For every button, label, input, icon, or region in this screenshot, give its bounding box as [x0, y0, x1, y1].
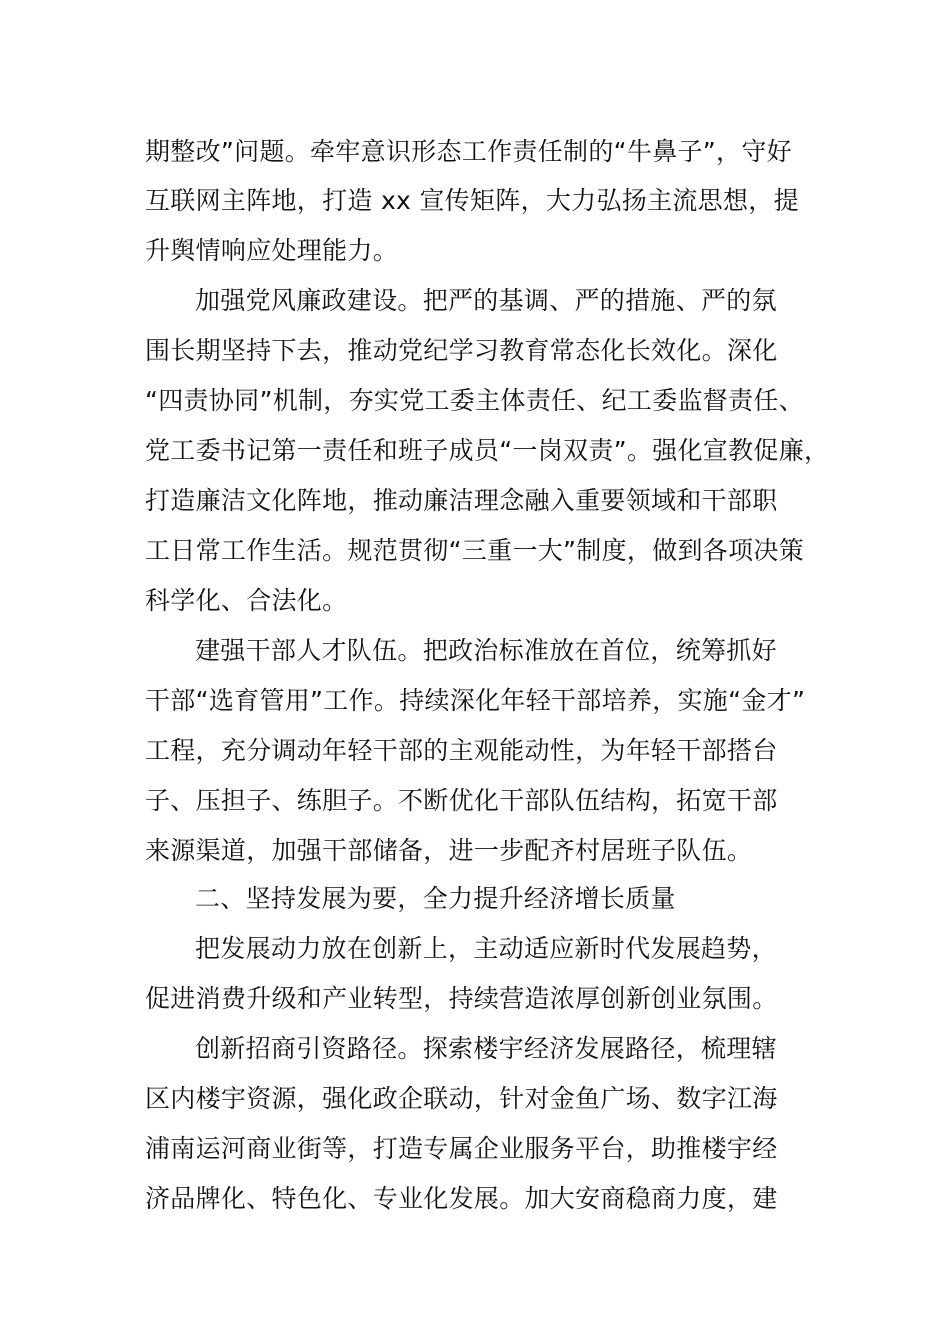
- text-line: 区内楼宇资源，强化政企联动，针对金鱼广场、数字江海: [145, 1084, 778, 1113]
- text-line: 干部“选育管用”工作。持续深化年轻干部培养，实施“金才”: [145, 686, 806, 715]
- text-line: 工日常工作生活。规范贯彻“三重一大”制度，做到各项决策: [145, 536, 805, 565]
- text-line: 党工委书记第一责任和班子成员“一岗双责”。强化宣教促廉，: [145, 436, 830, 465]
- text-line: 围长期坚持下去，推动党纪学习教育常态化长效化。深化: [145, 336, 778, 365]
- text-line: 济品牌化、特色化、专业化发展。加大安商稳商力度，建: [145, 1184, 778, 1213]
- paragraph-heading-line: 创新招商引资路径。探索楼宇经济发展路径，梳理辖: [195, 1034, 777, 1063]
- section-heading: 二、坚持发展为要，全力提升经济增长质量: [195, 884, 676, 913]
- text-line: 升舆情响应处理能力。: [145, 236, 399, 265]
- text-line: 互联网主阵地，打造 xx 宣传矩阵，大力弘扬主流思想，提: [145, 186, 799, 215]
- text-line: 子、压担子、练胆子。不断优化干部队伍结构，拓宽干部: [145, 786, 778, 815]
- paragraph-heading-line: 加强党风廉政建设。把严的基调、严的措施、严的氛: [195, 286, 777, 315]
- text-line: 浦南运河商业街等，打造专属企业服务平台，助推楼宇经: [145, 1134, 778, 1163]
- text-line: 把发展动力放在创新上，主动适应新时代发展趋势，: [195, 934, 777, 963]
- text-line: 促进消费升级和产业转型，持续营造浓厚创新创业氛围。: [145, 984, 778, 1013]
- text-line: 期整改”问题。牵牢意识形态工作责任制的“牛鼻子”，守好: [145, 137, 792, 166]
- text-line: 科学化、合法化。: [145, 586, 348, 615]
- paragraph-heading-line: 建强干部人才队伍。把政治标准放在首位，统筹抓好: [195, 636, 777, 665]
- text-line: 来源渠道，加强干部储备，进一步配齐村居班子队伍。: [145, 836, 753, 865]
- text-line: 工程，充分调动年轻干部的主观能动性，为年轻干部搭台: [145, 736, 778, 765]
- text-line: “四责协同”机制，夯实党工委主体责任、纪工委监督责任、: [145, 386, 805, 415]
- text-line: 打造廉洁文化阵地，推动廉洁理念融入重要领域和干部职: [145, 486, 778, 515]
